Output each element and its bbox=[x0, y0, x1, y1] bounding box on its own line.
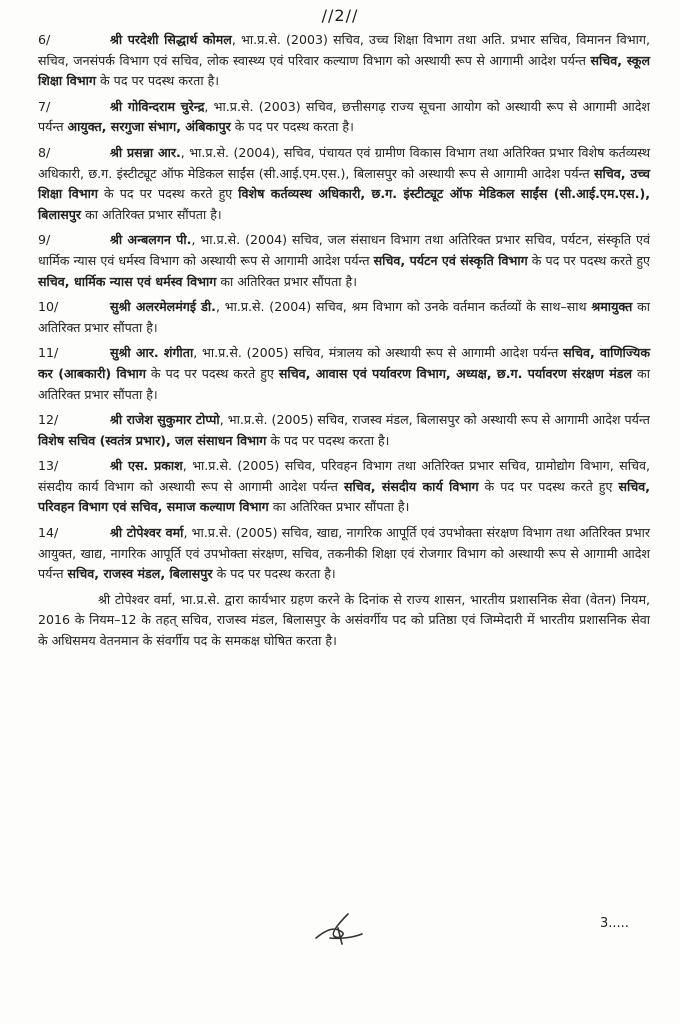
posting-title: सचिव, संसदीय कार्य विभाग bbox=[343, 478, 479, 494]
item-text: , भा.प्र.से. (2005) सचिव, खाद्य, नागरिक आपूर्ति एवं उपभोक्ता संरक्षण विभाग तथा अतिरिक्त प्रभार आयुक्त, खाद्य, नागरिक आपूर्ति एवं उपभोक्ता संरक्षण, सचिव, तकनीकी शिक्षा एवं रोजगार विभाग को अस्थायी रूप से आगामी आदेश पर्यन्त bbox=[38, 525, 650, 582]
additional-charge: विशेष कर्तव्यस्थ अधिकारी, छ.ग. इंस्टीट्यूट ऑफ मेडिकल साईंस (सी.आई.एम.एस.), बिलासपुर bbox=[38, 186, 650, 222]
officer-name: श्री प्रसन्ना आर. bbox=[110, 144, 181, 160]
next-page-indicator: 3..... bbox=[600, 916, 629, 931]
officer-name: श्री राजेश सुकुमार टोप्पो bbox=[110, 412, 220, 428]
item-text: , भा.प्र.से. (2004), सचिव, पंचायत एवं ग्रामीण विकास विभाग तथा अतिरिक्त प्रभार विशेष कर्तव्यस्थ अधिकारी, छ.ग. इंस्टीट्यूट ऑफ मेडिकल साईंस (सी.आई.एम.एस.), बिलासपुर को अस्थायी रूप से आगामी आदेश पर्यन्त bbox=[38, 144, 651, 181]
item-number: 11/ bbox=[38, 345, 59, 361]
additional-charge: सचिव, धार्मिक न्यास एवं धर्मस्व विभाग bbox=[38, 273, 217, 289]
item-text: के पद पर पदस्थ करता है। bbox=[230, 119, 354, 135]
item-text: , भा.प्र.से. (2004) सचिव, श्रम विभाग को उनके वर्तमान कर्तव्यों के साथ–साथ bbox=[215, 299, 592, 315]
item-text: के पद पर पदस्थ करता है। bbox=[95, 73, 220, 89]
order-item-9 bbox=[38, 230, 650, 292]
item-text: का अतिरिक्त प्रभार सौंपता है। bbox=[38, 365, 650, 402]
page-header: //2// bbox=[321, 6, 359, 25]
order-item-8 bbox=[38, 143, 650, 225]
posting-title: सचिव, राजस्व मंडल, बिलासपुर bbox=[67, 566, 213, 582]
officer-name: श्री टोपेश्वर वर्मा bbox=[110, 525, 184, 541]
signature-mark bbox=[308, 908, 368, 948]
additional-charge: सचिव, आवास एवं पर्यावरण विभाग, अध्यक्ष, छ.ग. पर्यावरण संरक्षण मंडल bbox=[278, 365, 633, 381]
order-item-11 bbox=[38, 343, 650, 405]
item-text: का अतिरिक्त प्रभार सौंपता है। bbox=[38, 299, 651, 335]
item-number: 6/ bbox=[38, 32, 51, 47]
posting-title: सचिव, स्कूल शिक्षा विभाग bbox=[38, 52, 650, 89]
order-item-14 bbox=[38, 523, 650, 585]
item-number: 13/ bbox=[38, 458, 59, 474]
officer-name: श्री एस. प्रकाश bbox=[110, 458, 183, 474]
item-text: , भा.प्र.से. (2003) सचिव, छत्तीसगढ़ राज्य सूचना आयोग को अस्थायी रूप से आगामी आदेश पर्यन्त bbox=[38, 98, 650, 135]
officer-name: श्री गोविन्दराम चुरेन्द्र bbox=[110, 98, 205, 114]
item-text: , भा.प्र.से. (2005) सचिव, मंत्रालय को अस्थायी रूप से आगामी आदेश पर्यन्त bbox=[193, 345, 564, 361]
item-text: के पद पर पदस्थ करते हुए bbox=[478, 478, 619, 494]
item-text: के पद पर पदस्थ करते हुए bbox=[145, 365, 279, 381]
item-number: 7/ bbox=[38, 98, 51, 114]
officer-name: सुश्री आर. शंगीता bbox=[110, 345, 194, 361]
posting-title: सचिव, पर्यटन एवं संस्कृति विभाग bbox=[373, 252, 528, 268]
posting-title: आयुक्त, सरगुजा संभाग, अंबिकापुर bbox=[67, 119, 231, 135]
item-text: , भा.प्र.से. (2005) सचिव, राजस्व मंडल, बिलासपुर को अस्थायी रूप से आगामी आदेश पर्यन्त bbox=[219, 412, 650, 428]
posting-title: सचिव, उच्च शिक्षा विभाग bbox=[38, 165, 650, 202]
officer-name: श्री अन्बलगन पी. bbox=[110, 232, 192, 248]
item-text: , भा.प्र.से. (2004) सचिव, जल संसाधन विभाग तथा अतिरिक्त प्रभार सचिव, पर्यटन, संस्कृति एवं धार्मिक न्यास एवं धर्मस्व विभाग को अस्थायी रूप से आगामी आदेश पर्यन्त bbox=[38, 232, 650, 268]
order-item-13 bbox=[38, 456, 650, 518]
item-number: 8/ bbox=[38, 144, 51, 160]
order-body bbox=[38, 30, 650, 657]
item-text: के पद पर पदस्थ करता है। bbox=[212, 566, 336, 582]
item-text: का अतिरिक्त प्रभार सौंपता है। bbox=[81, 206, 222, 222]
order-item-7 bbox=[38, 97, 650, 138]
posting-title: श्रमायुक्त bbox=[591, 299, 633, 315]
item-text: , भा.प्र.से. (2005) सचिव, परिवहन विभाग तथा अतिरिक्त प्रभार सचिव, ग्रामोद्योग विभाग, सचिव, संसदीय कार्य विभाग को अस्थायी रूप से आगामी आदेश पर्यन्त bbox=[38, 458, 650, 494]
item-text: के पद पर पदस्थ करते हुए bbox=[527, 252, 650, 268]
item-number: 9/ bbox=[38, 232, 51, 248]
item-number: 10/ bbox=[38, 299, 59, 315]
officer-name: सुश्री अलरमेलमंगई डी. bbox=[110, 299, 216, 315]
item-text: का अतिरिक्त प्रभार सौंपता है। bbox=[268, 499, 410, 515]
closing-paragraph bbox=[38, 590, 650, 652]
item-text: के पद पर पदस्थ करता है। bbox=[266, 432, 390, 448]
posting-title: विशेष सचिव (स्वतंत्र प्रभार), जल संसाधन विभाग bbox=[38, 432, 267, 448]
order-item-10 bbox=[38, 297, 650, 338]
posting-title: सचिव, वाणिज्यिक कर (आबकारी) विभाग bbox=[38, 345, 650, 381]
officer-name: श्री परदेशी सिद्धार्थ कोमल bbox=[110, 32, 232, 47]
item-number: 12/ bbox=[38, 412, 59, 428]
item-text: , भा.प्र.से. (2003) सचिव, उच्च शिक्षा विभाग तथा अति. प्रभार सचिव, विमानन विभाग, सचिव, जनसंपर्क विभाग एवं सचिव, लोक स्वास्थ्य एवं परिवार कल्याण विभाग को अस्थायी रूप से आगामी आदेश पर्यन्त bbox=[38, 32, 650, 68]
item-text: के पद पर पदस्थ करते हुए bbox=[98, 186, 239, 202]
order-item-6 bbox=[38, 30, 650, 92]
closing-text: श्री टोपेश्वर वर्मा, भा.प्र.से. द्वारा कार्यभार ग्रहण करने के दिनांक से राज्य शासन, भारतीय प्रशासनिक सेवा (वेतन) नियम, 2016 के नियम–12 के तहत् सचिव, राजस्व मंडल, बिलासपुर के असंवर्गीय पद को प्रतिष्ठा एवं जिम्मेदारी में भारतीय प्रशासनिक सेवा के अधिसमय वेतनमान के संवर्गीय पद के समकक्ष घोषित करता है। bbox=[38, 591, 650, 649]
additional-charge: सचिव, परिवहन विभाग एवं सचिव, समाज कल्याण विभाग bbox=[38, 478, 650, 515]
item-number: 14/ bbox=[38, 525, 59, 541]
item-text: का अतिरिक्त प्रभार सौंपता है। bbox=[216, 273, 357, 289]
order-item-12 bbox=[38, 410, 650, 451]
